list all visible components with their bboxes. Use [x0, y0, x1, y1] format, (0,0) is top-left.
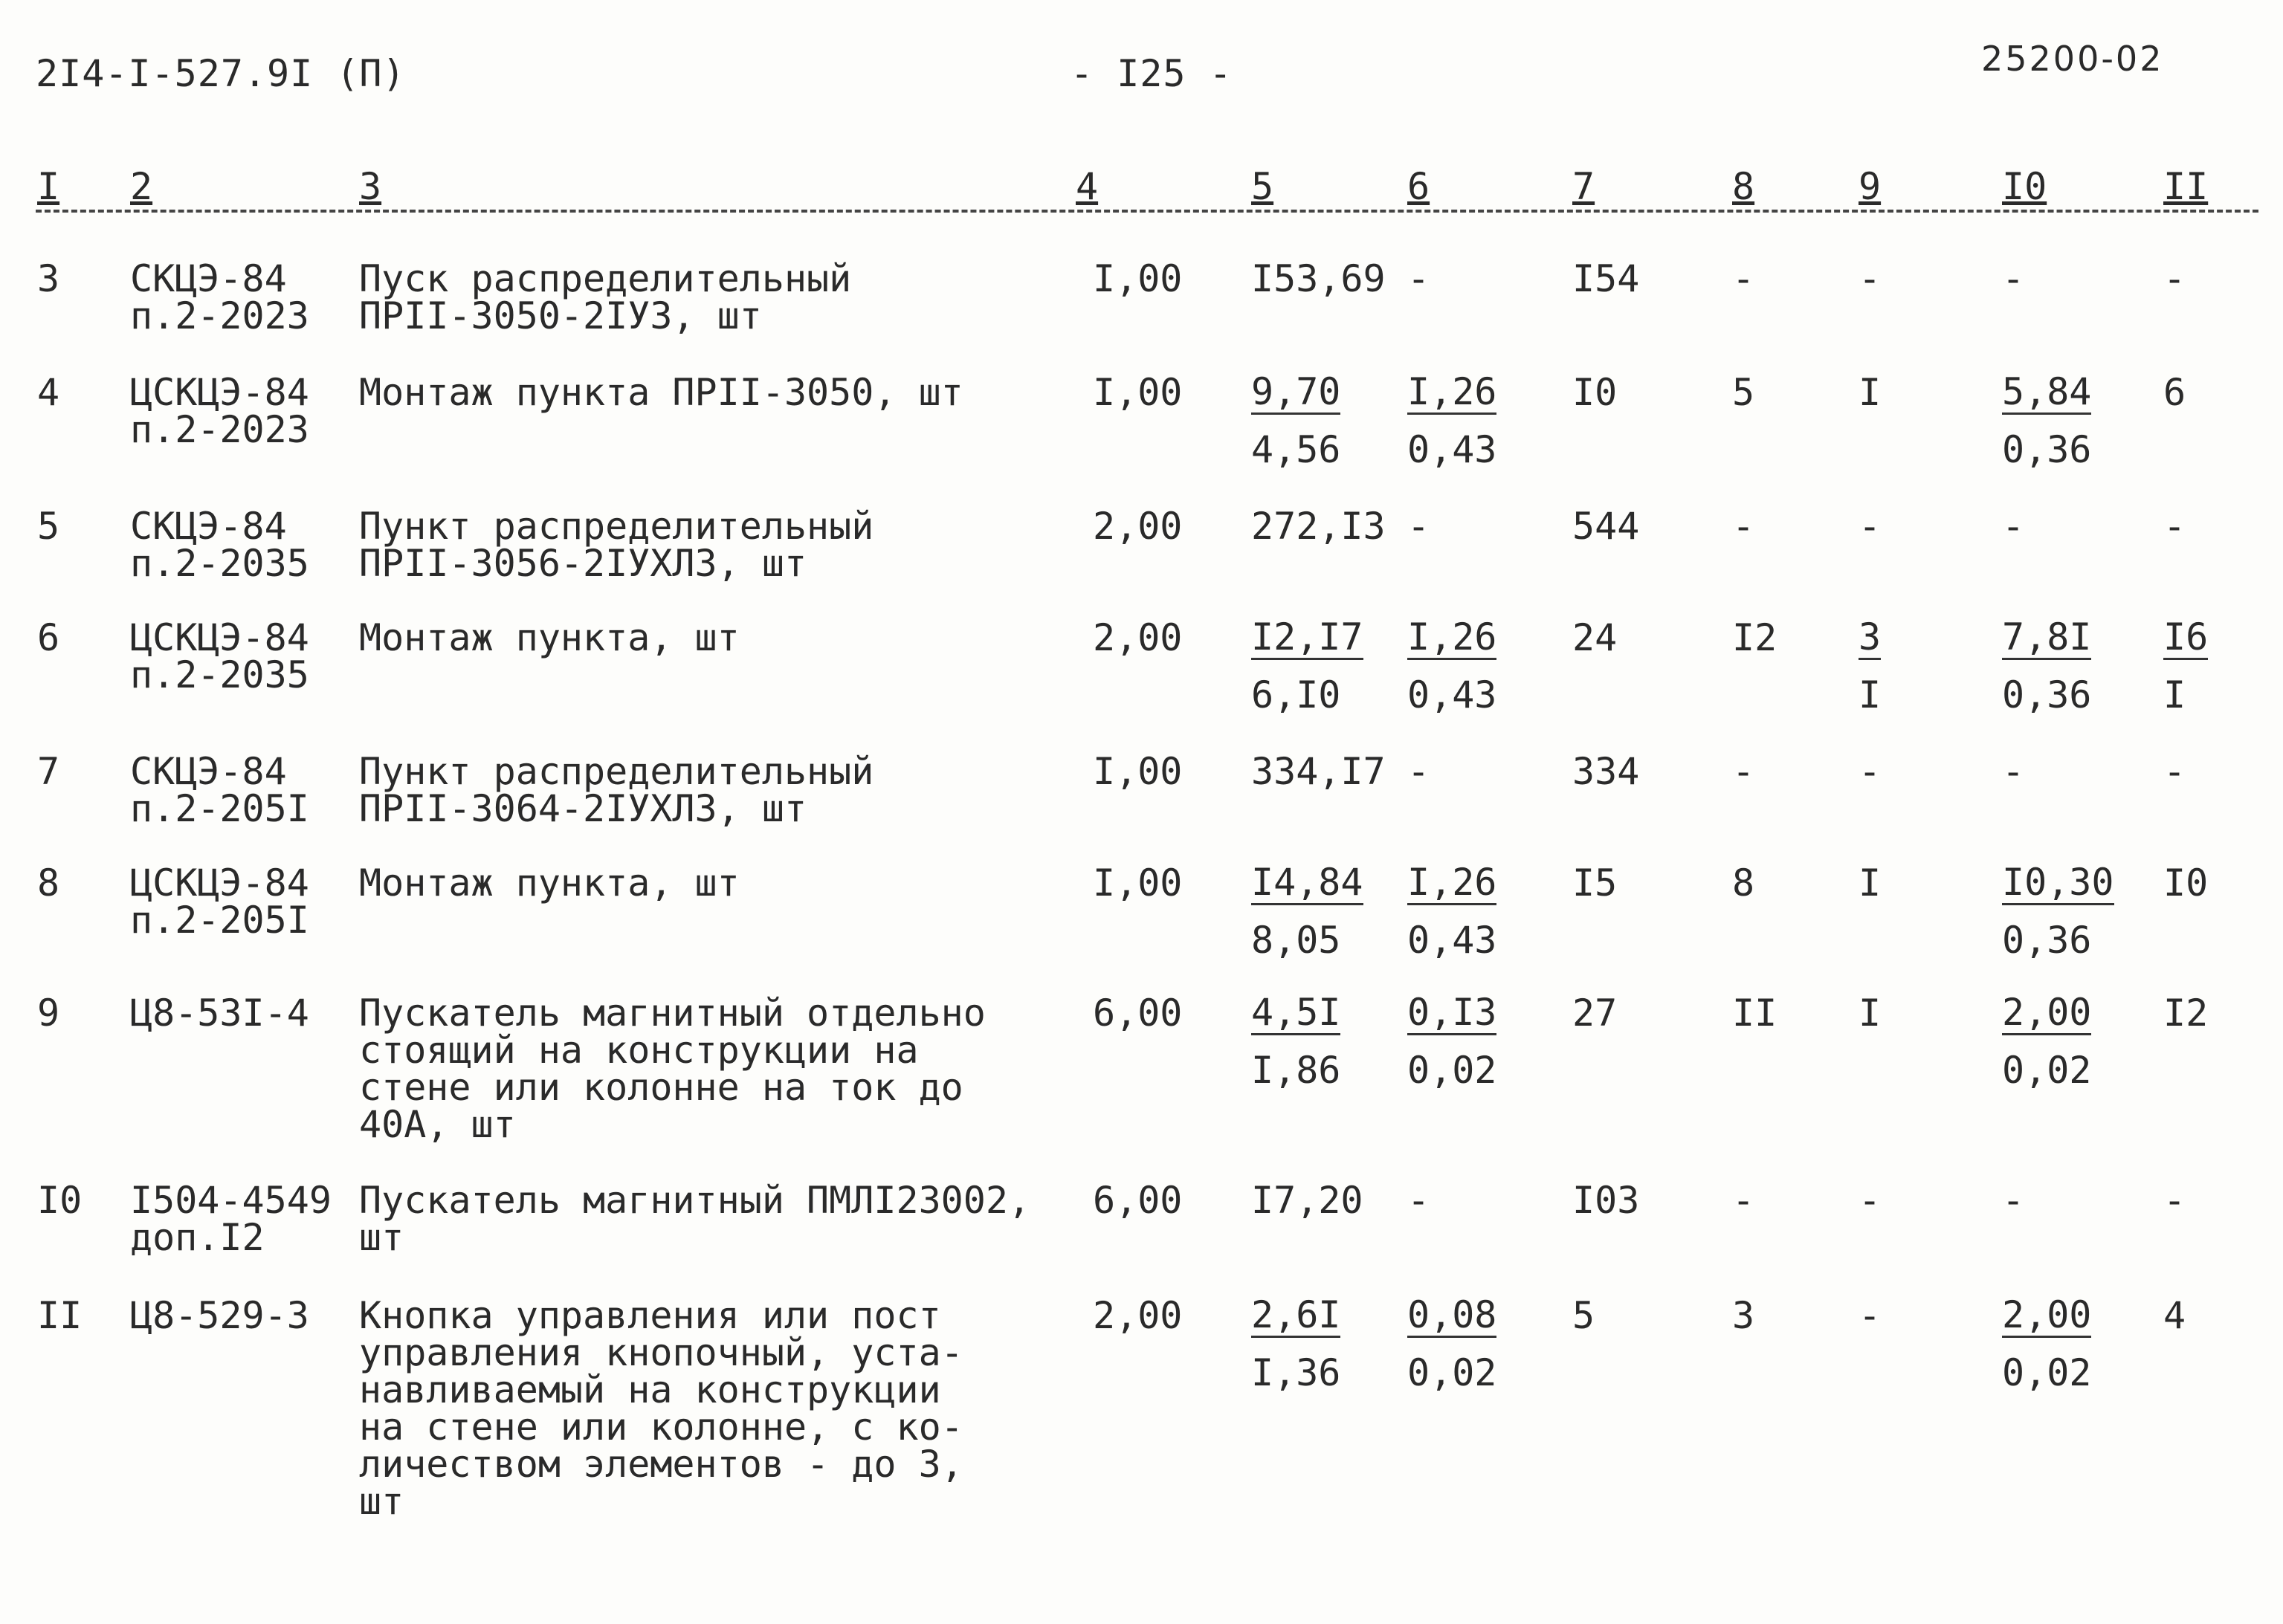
item-description-line: Монтаж пункта, шт: [359, 616, 740, 659]
column-header: II: [2163, 165, 2209, 208]
unit-cost-wages-top: -: [1407, 750, 1430, 793]
item-description-line: Пускатель магнитный ПМЛI23002,: [359, 1179, 1031, 1222]
total-wages: -: [1732, 750, 1755, 793]
column-header: 8: [1732, 165, 1755, 208]
item-description: [359, 616, 740, 659]
norm-code: [130, 861, 309, 942]
labor-total: [2163, 615, 2209, 716]
unit-cost-wages-top: -: [1407, 1179, 1430, 1222]
labor-total: [2163, 1294, 2186, 1337]
unit-cost-wages: [1407, 505, 1430, 548]
unit-cost-wages-top: 0,I3: [1407, 991, 1497, 1034]
unit-cost-top: I53,69: [1251, 257, 1386, 300]
labor-unit-top: 2,00: [2002, 1293, 2092, 1336]
total-cost: 24: [1572, 616, 1618, 659]
norm-code-line: ЦСКЦЭ-84: [130, 861, 309, 905]
norm-code-line: п.2-2035: [130, 653, 309, 696]
quantity: I,00: [1093, 750, 1183, 793]
total-wages: 5: [1732, 371, 1755, 414]
unit-cost-wages-bottom: 0,02: [1407, 1351, 1497, 1394]
row-number: 9: [37, 991, 60, 1035]
item-description: [359, 861, 740, 905]
column-header: I0: [2002, 165, 2047, 208]
item-description-line: Пункт распределительный: [359, 750, 874, 793]
total-cost: I54: [1572, 257, 1640, 300]
machine-cost-top: I: [1859, 991, 1882, 1035]
item-description-line: ПРII-3056-2IУХЛ3, шт: [359, 542, 807, 585]
item-description-line: Пункт распределительный: [359, 505, 874, 548]
labor-total: [2163, 750, 2186, 793]
column-header: 4: [1076, 165, 1099, 208]
item-description-line: Монтаж пункта, шт: [359, 861, 740, 905]
machine-cost: [1859, 505, 1882, 548]
row-number: 5: [37, 505, 60, 548]
labor-total-top: 4: [2163, 1294, 2186, 1337]
item-description-line: шт: [359, 1480, 404, 1523]
row-number: 8: [37, 861, 60, 905]
column-header: 2: [130, 165, 153, 208]
labor-unit-bottom: 0,02: [2002, 1351, 2092, 1394]
norm-code: [130, 616, 309, 696]
unit-cost-wages-top: I,26: [1407, 370, 1497, 413]
quantity: I,00: [1093, 861, 1183, 905]
item-description-line: шт: [359, 1216, 404, 1259]
labor-unit-top: 5,84: [2002, 370, 2092, 413]
item-description: [359, 991, 986, 1146]
labor-total-top: I2: [2163, 991, 2209, 1035]
labor-total-bottom: I: [2163, 673, 2186, 716]
unit-cost-top: I7,20: [1251, 1179, 1363, 1222]
unit-cost-bottom: 6,I0: [1251, 673, 1341, 716]
item-description-line: ПРII-3050-2IУ3, шт: [359, 294, 762, 337]
unit-cost-wages: [1407, 991, 1497, 1092]
labor-unit-bottom: 0,36: [2002, 428, 2092, 471]
norm-code-line: п.2-2023: [130, 408, 309, 451]
item-description-line: управления кнопочный, уста-: [359, 1331, 963, 1374]
unit-cost-wages-top: I,26: [1407, 861, 1497, 904]
total-wages: II: [1732, 991, 1777, 1035]
machine-cost-top: -: [1859, 1294, 1882, 1337]
unit-cost: [1251, 257, 1386, 300]
labor-total-top: -: [2163, 505, 2186, 548]
item-description: [359, 1294, 963, 1523]
norm-code-line: п.2-2035: [130, 542, 309, 585]
labor-unit: [2002, 1293, 2092, 1394]
unit-cost-wages: [1407, 1293, 1497, 1394]
labor-unit: [2002, 991, 2092, 1092]
labor-total-top: -: [2163, 1179, 2186, 1222]
norm-code: [130, 1294, 309, 1337]
unit-cost-top: I4,84: [1251, 861, 1363, 904]
unit-cost-top: 272,I3: [1251, 505, 1386, 548]
unit-cost-wages: [1407, 257, 1430, 300]
sheet-code: 25200-02: [1981, 39, 2164, 79]
labor-unit-top: I0,30: [2002, 861, 2114, 904]
labor-unit: [2002, 1179, 2025, 1222]
total-wages: -: [1732, 1179, 1755, 1222]
labor-unit-top: -: [2002, 257, 2025, 300]
machine-cost-bottom: I: [1859, 673, 1882, 716]
machine-cost-top: -: [1859, 1179, 1882, 1222]
unit-cost: [1251, 861, 1363, 962]
unit-cost-top: 9,70: [1251, 370, 1341, 413]
column-header: 9: [1859, 165, 1882, 208]
norm-code-line: СКЦЭ-84: [130, 505, 287, 548]
norm-code-line: I504-4549: [130, 1179, 332, 1222]
norm-code: [130, 371, 309, 451]
unit-cost-wages-top: I,26: [1407, 615, 1497, 659]
norm-code: [130, 257, 309, 337]
item-description-line: Пускатель магнитный отдельно: [359, 991, 986, 1035]
labor-unit: [2002, 505, 2025, 548]
row-number: II: [37, 1294, 83, 1337]
labor-total-top: I0: [2163, 861, 2209, 905]
unit-cost: [1251, 750, 1386, 793]
row-number: 6: [37, 616, 60, 659]
labor-unit-top: -: [2002, 750, 2025, 793]
total-wages: -: [1732, 505, 1755, 548]
unit-cost: [1251, 505, 1386, 548]
labor-total-top: I6: [2163, 615, 2209, 659]
norm-code-line: п.2-205I: [130, 899, 309, 942]
unit-cost-bottom: I,36: [1251, 1351, 1341, 1394]
labor-unit-bottom: 0,36: [2002, 673, 2092, 716]
unit-cost: [1251, 370, 1341, 471]
column-header: I: [37, 165, 60, 208]
norm-code-line: доп.I2: [130, 1216, 265, 1259]
unit-cost-bottom: I,86: [1251, 1049, 1341, 1092]
item-description-line: Пуск распределительный: [359, 257, 852, 300]
column-header: 7: [1572, 165, 1595, 208]
item-description-line: 40А, шт: [359, 1103, 516, 1146]
unit-cost-top: 2,6I: [1251, 1293, 1341, 1336]
total-cost: 334: [1572, 750, 1640, 793]
norm-code-line: СКЦЭ-84: [130, 257, 287, 300]
machine-cost: [1859, 615, 1882, 716]
labor-unit-top: -: [2002, 1179, 2025, 1222]
norm-code: [130, 991, 309, 1035]
page-number: - I25 -: [1071, 52, 1233, 95]
total-cost: I0: [1572, 371, 1618, 414]
item-description: [359, 371, 963, 414]
unit-cost-top: 334,I7: [1251, 750, 1386, 793]
total-cost: I03: [1572, 1179, 1640, 1222]
total-cost: 5: [1572, 1294, 1595, 1337]
labor-unit-top: 2,00: [2002, 991, 2092, 1034]
labor-total: [2163, 991, 2209, 1035]
unit-cost-wages: [1407, 370, 1497, 471]
item-description: [359, 750, 874, 830]
unit-cost-bottom: 8,05: [1251, 919, 1341, 962]
labor-unit-bottom: 0,02: [2002, 1049, 2092, 1092]
quantity: 6,00: [1093, 991, 1183, 1035]
labor-unit-bottom: 0,36: [2002, 919, 2092, 962]
total-cost: 27: [1572, 991, 1618, 1035]
machine-cost: [1859, 371, 1882, 414]
row-number: I0: [37, 1179, 83, 1222]
total-cost: I5: [1572, 861, 1618, 905]
total-cost: 544: [1572, 505, 1640, 548]
item-description-line: навливаемый на конструкции: [359, 1368, 941, 1411]
document-code: 2I4-I-527.9I (П): [36, 52, 406, 95]
norm-code-line: ЦСКЦЭ-84: [130, 371, 309, 414]
labor-total: [2163, 861, 2209, 905]
unit-cost-wages: [1407, 1179, 1430, 1222]
total-wages: 8: [1732, 861, 1755, 905]
labor-unit: [2002, 615, 2092, 716]
quantity: 2,00: [1093, 1294, 1183, 1337]
item-description-line: Кнопка управления или пост: [359, 1294, 941, 1337]
item-description-line: ПРII-3064-2IУХЛ3, шт: [359, 787, 807, 830]
column-header: 3: [359, 165, 382, 208]
norm-code: [130, 1179, 332, 1259]
labor-total: [2163, 505, 2186, 548]
unit-cost: [1251, 991, 1341, 1092]
norm-code-line: ЦСКЦЭ-84: [130, 616, 309, 659]
unit-cost-wages: [1407, 861, 1497, 962]
header-divider: [36, 210, 2258, 213]
total-wages: -: [1732, 257, 1755, 300]
norm-code-line: Ц8-53I-4: [130, 991, 309, 1035]
labor-total-top: -: [2163, 257, 2186, 300]
norm-code: [130, 505, 309, 585]
unit-cost: [1251, 1179, 1363, 1222]
total-wages: I2: [1732, 616, 1777, 659]
unit-cost-bottom: 4,56: [1251, 428, 1341, 471]
machine-cost-top: I: [1859, 371, 1882, 414]
unit-cost-wages-top: -: [1407, 257, 1430, 300]
row-number: 4: [37, 371, 60, 414]
machine-cost-top: -: [1859, 750, 1882, 793]
item-description-line: личеством элементов - до 3,: [359, 1443, 963, 1486]
machine-cost-top: -: [1859, 505, 1882, 548]
norm-code-line: п.2-205I: [130, 787, 309, 830]
quantity: 2,00: [1093, 505, 1183, 548]
row-number: 7: [37, 750, 60, 793]
unit-cost-top: I2,I7: [1251, 615, 1363, 659]
unit-cost-wages-top: -: [1407, 505, 1430, 548]
labor-total: [2163, 1179, 2186, 1222]
column-header: 6: [1407, 165, 1430, 208]
machine-cost-top: I: [1859, 861, 1882, 905]
labor-total: [2163, 257, 2186, 300]
unit-cost-top: 4,5I: [1251, 991, 1341, 1034]
unit-cost: [1251, 615, 1363, 716]
machine-cost: [1859, 1179, 1882, 1222]
quantity: 6,00: [1093, 1179, 1183, 1222]
item-description: [359, 1179, 1031, 1259]
unit-cost-wages-top: 0,08: [1407, 1293, 1497, 1336]
unit-cost-wages-bottom: 0,43: [1407, 428, 1497, 471]
machine-cost: [1859, 1294, 1882, 1337]
machine-cost: [1859, 991, 1882, 1035]
labor-unit: [2002, 861, 2114, 962]
machine-cost-top: -: [1859, 257, 1882, 300]
labor-total-top: 6: [2163, 371, 2186, 414]
machine-cost: [1859, 861, 1882, 905]
item-description-line: Монтаж пункта ПРII-3050, шт: [359, 371, 963, 414]
labor-unit: [2002, 370, 2092, 471]
norm-code: [130, 750, 309, 830]
unit-cost-wages-bottom: 0,43: [1407, 673, 1497, 716]
norm-code-line: Ц8-529-3: [130, 1294, 309, 1337]
item-description-line: на стене или колонне, с ко-: [359, 1405, 963, 1449]
machine-cost: [1859, 750, 1882, 793]
labor-total-top: -: [2163, 750, 2186, 793]
column-header: 5: [1251, 165, 1274, 208]
labor-unit: [2002, 257, 2025, 300]
unit-cost-wages-bottom: 0,43: [1407, 919, 1497, 962]
unit-cost-wages-bottom: 0,02: [1407, 1049, 1497, 1092]
labor-unit-top: -: [2002, 505, 2025, 548]
quantity: 2,00: [1093, 616, 1183, 659]
labor-unit: [2002, 750, 2025, 793]
item-description-line: стоящий на конструкции на: [359, 1029, 919, 1072]
quantity: I,00: [1093, 257, 1183, 300]
unit-cost-wages: [1407, 750, 1430, 793]
item-description: [359, 257, 852, 337]
quantity: I,00: [1093, 371, 1183, 414]
machine-cost: [1859, 257, 1882, 300]
unit-cost: [1251, 1293, 1341, 1394]
labor-total: [2163, 371, 2186, 414]
norm-code-line: п.2-2023: [130, 294, 309, 337]
unit-cost-wages: [1407, 615, 1497, 716]
machine-cost-top: 3: [1859, 615, 1882, 659]
norm-code-line: СКЦЭ-84: [130, 750, 287, 793]
total-wages: 3: [1732, 1294, 1755, 1337]
row-number: 3: [37, 257, 60, 300]
item-description: [359, 505, 874, 585]
item-description-line: стене или колонне на ток до: [359, 1066, 963, 1109]
labor-unit-top: 7,8I: [2002, 615, 2092, 659]
